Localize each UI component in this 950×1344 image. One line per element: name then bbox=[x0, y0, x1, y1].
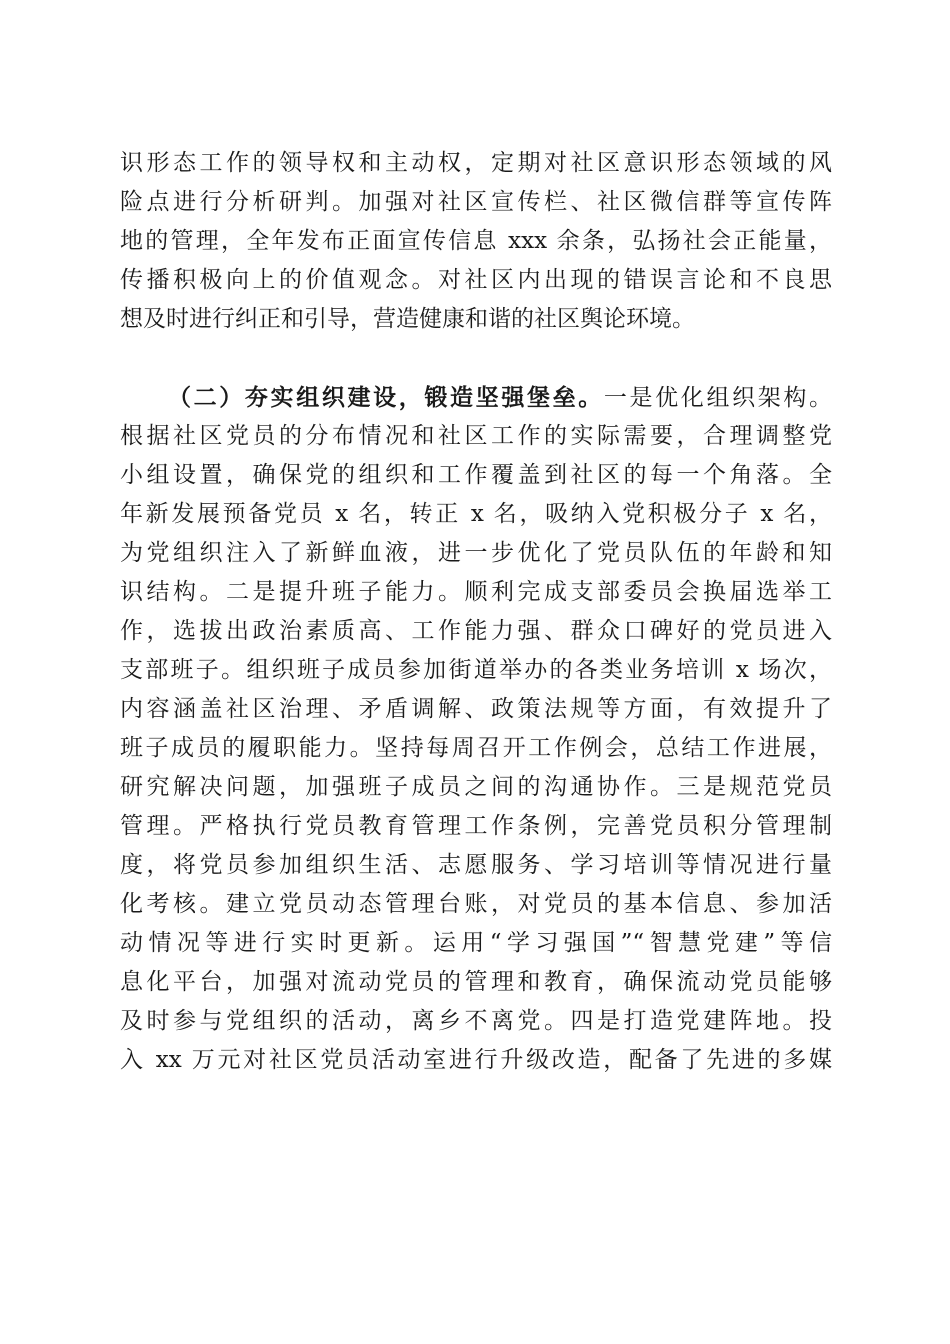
text-line: 研究解决问题，加强班子成员之间的沟通协作。三是规范党员 bbox=[120, 774, 832, 800]
text-line: 化考核。建立党员动态管理台账，对党员的基本信息、参加活 bbox=[120, 891, 832, 917]
text-line: 地的管理，全年发布正面宣传信息 xxx 余条，弘扬社会正能量， bbox=[120, 228, 832, 254]
text-line: 传播积极向上的价值观念。对社区内出现的错误言论和不良思 bbox=[120, 267, 832, 293]
text-line: 想及时进行纠正和引导，营造健康和谐的社区舆论环境。 bbox=[120, 306, 695, 332]
first-line-text: 一是优化组织架构。 bbox=[603, 385, 833, 411]
text-line: 年新发展预备党员 x 名，转正 x 名，吸纳入党积极分子 x 名， bbox=[120, 501, 832, 527]
text-line: 识结构。二是提升班子能力。顺利完成支部委员会换届选举工 bbox=[120, 579, 832, 605]
text-line: 小组设置，确保党的组织和工作覆盖到社区的每一个角落。全 bbox=[120, 462, 832, 488]
text-line: 息化平台，加强对流动党员的管理和教育，确保流动党员能够 bbox=[120, 969, 832, 995]
text-line: 管理。严格执行党员教育管理工作条例，完善党员积分管理制 bbox=[120, 813, 832, 839]
text-line: 班子成员的履职能力。坚持每周召开工作例会，总结工作进展， bbox=[120, 735, 832, 761]
paragraph-organization-building bbox=[120, 378, 832, 1080]
text-line: 作，选拔出政治素质高、工作能力强、群众口碑好的党员进入 bbox=[120, 618, 832, 644]
text-line: 为党组织注入了新鲜血液，进一步优化了党员队伍的年龄和知 bbox=[120, 540, 832, 566]
text-line: 动情况等进行实时更新。运用“学习强国”“智慧党建”等信 bbox=[120, 930, 832, 956]
text-line: 险点进行分析研判。加强对社区宣传栏、社区微信群等宣传阵 bbox=[120, 189, 832, 215]
section-heading: （二）夯实组织建设，锻造坚强堡垒。 bbox=[168, 384, 604, 411]
text-line: 根据社区党员的分布情况和社区工作的实际需要，合理调整党 bbox=[120, 423, 832, 449]
paragraph-ideology-work bbox=[120, 144, 832, 339]
text-line: 及时参与党组织的活动，离乡不离党。四是打造党建阵地。投 bbox=[120, 1008, 832, 1034]
text-line: 内容涵盖社区治理、矛盾调解、政策法规等方面，有效提升了 bbox=[120, 696, 832, 722]
text-line: 度，将党员参加组织生活、志愿服务、学习培训等情况进行量 bbox=[120, 852, 832, 878]
paragraph-first-line bbox=[120, 378, 832, 417]
text-line: 识形态工作的领导权和主动权，定期对社区意识形态领域的风 bbox=[120, 150, 832, 176]
text-line: 入 xx 万元对社区党员活动室进行升级改造，配备了先进的多媒 bbox=[120, 1047, 832, 1073]
text-line: 支部班子。组织班子成员参加街道举办的各类业务培训 x 场次， bbox=[120, 657, 832, 683]
